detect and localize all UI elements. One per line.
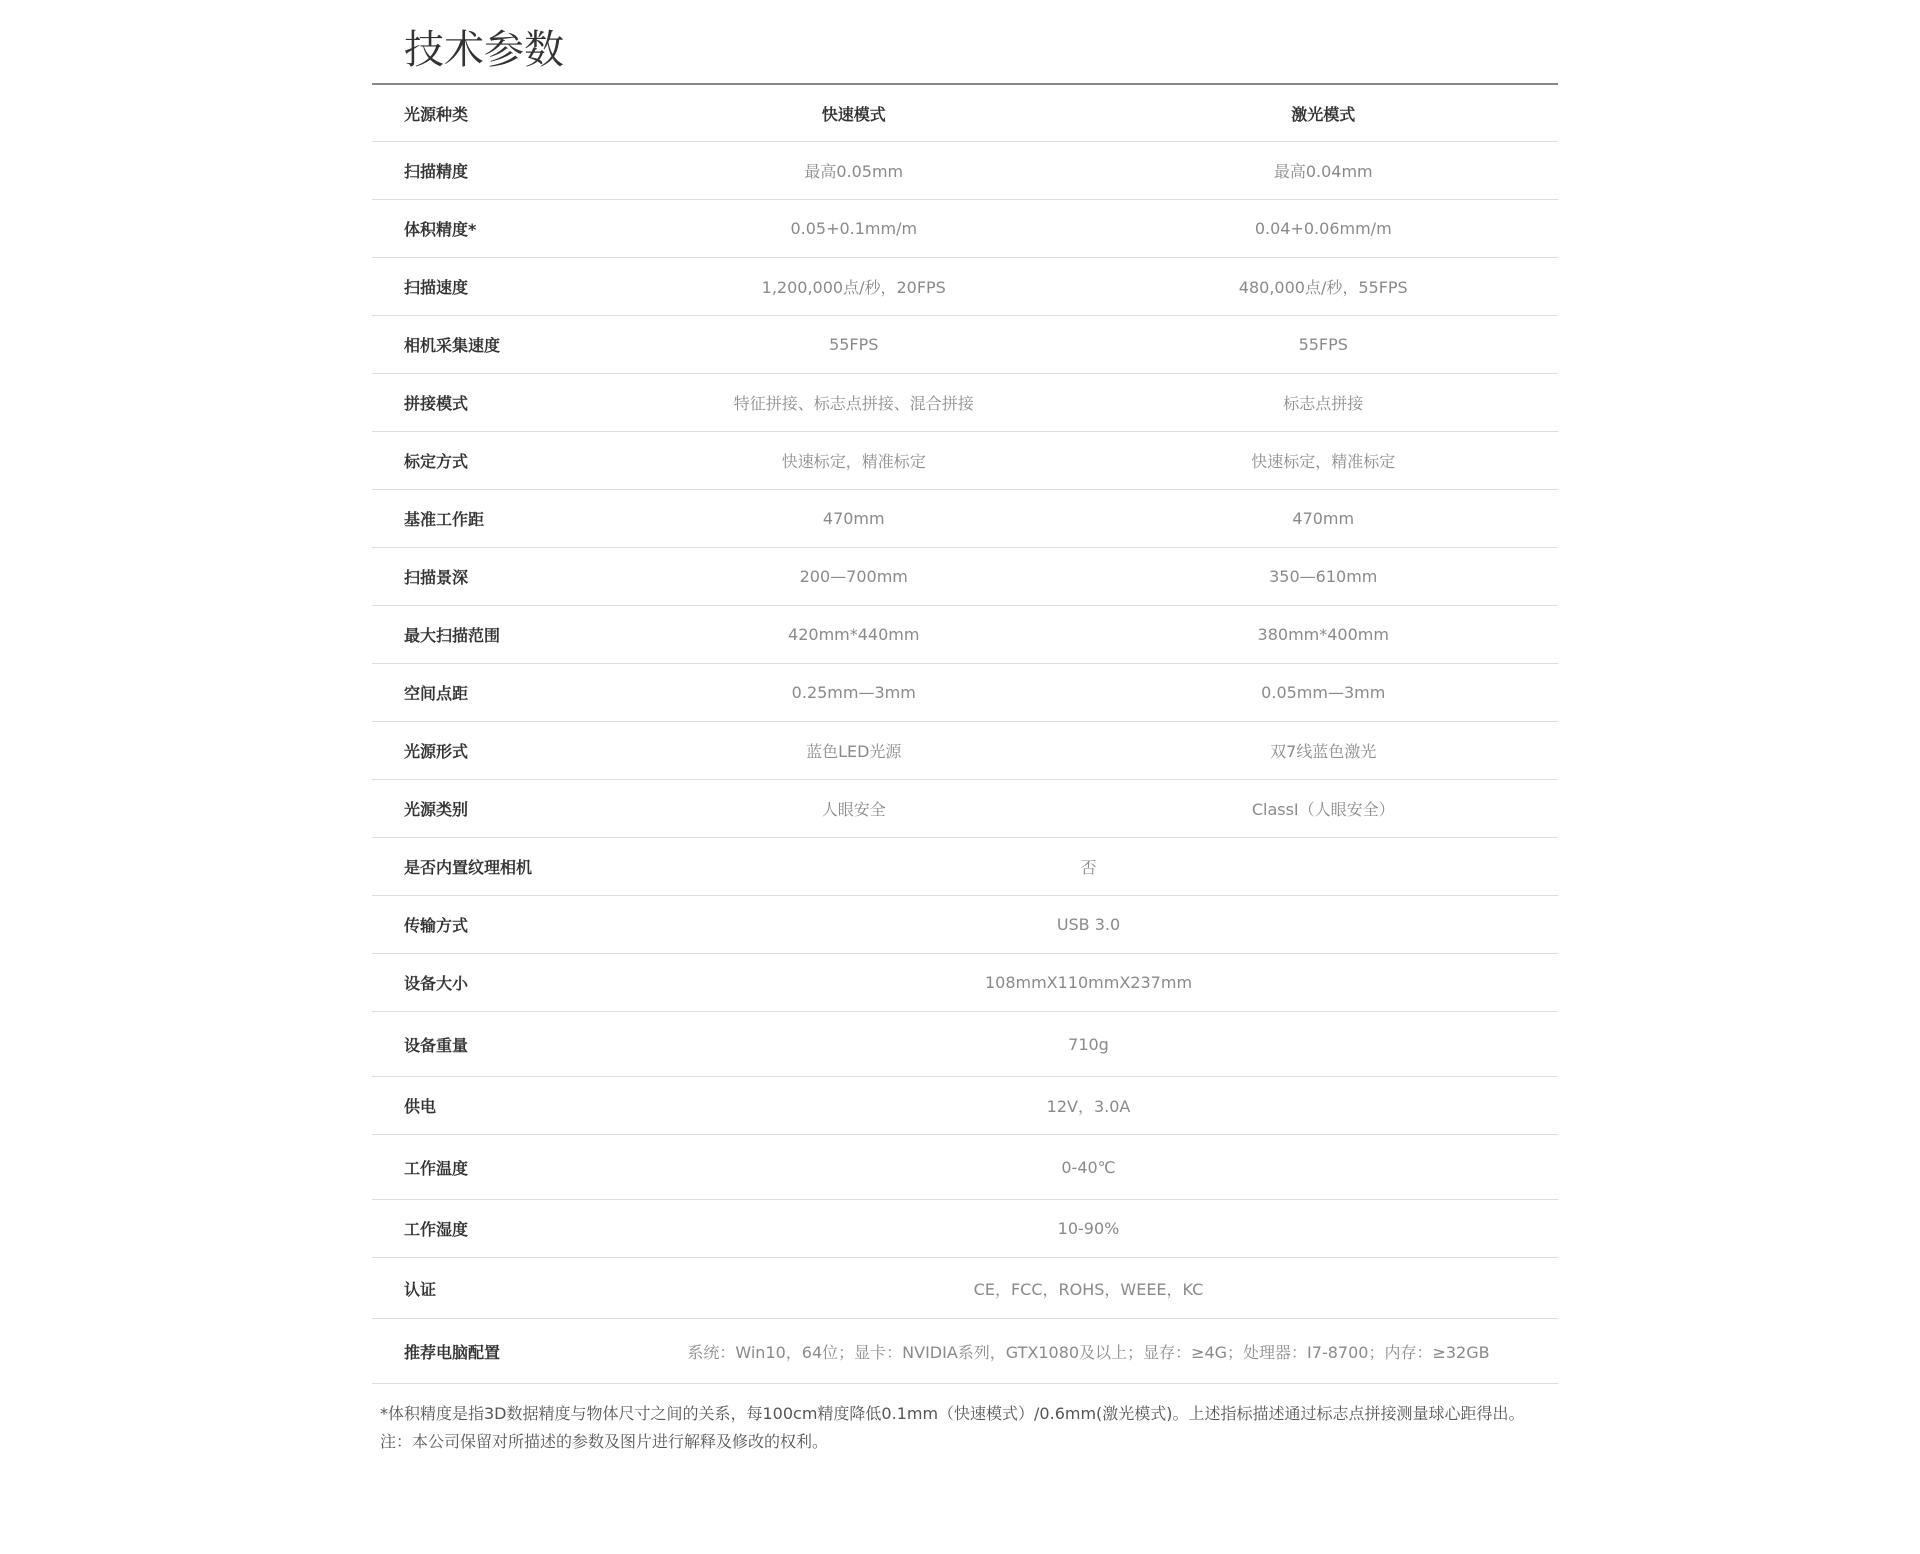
fast-mode-value: 470mm bbox=[619, 490, 1089, 548]
shared-value: 否 bbox=[619, 838, 1558, 896]
shared-value: 10-90% bbox=[619, 1200, 1558, 1258]
header-laser-mode: 激光模式 bbox=[1089, 85, 1559, 142]
table-row bbox=[372, 780, 1558, 838]
footnotes bbox=[372, 1384, 1558, 1456]
table-row bbox=[372, 954, 1558, 1012]
laser-mode-value: 470mm bbox=[1089, 490, 1559, 548]
laser-mode-value: 350—610mm bbox=[1089, 548, 1559, 606]
fast-mode-value: 200—700mm bbox=[619, 548, 1089, 606]
table-row bbox=[372, 1319, 1558, 1384]
shared-value: CE，FCC，ROHS，WEEE，KC bbox=[619, 1258, 1558, 1319]
table-row bbox=[372, 606, 1558, 664]
laser-mode-value: 最高0.04mm bbox=[1089, 142, 1559, 200]
spec-section bbox=[372, 0, 1558, 1456]
row-label: 供电 bbox=[372, 1077, 619, 1135]
laser-mode-value: 快速标定，精准标定 bbox=[1089, 432, 1559, 490]
fast-mode-value: 1,200,000点/秒，20FPS bbox=[619, 258, 1089, 316]
laser-mode-value: 0.05mm—3mm bbox=[1089, 664, 1559, 722]
footnote-disclaimer: 注：本公司保留对所描述的参数及图片进行解释及修改的权利。 bbox=[380, 1432, 829, 1451]
table-row bbox=[372, 1077, 1558, 1135]
shared-value: USB 3.0 bbox=[619, 896, 1558, 954]
laser-mode-value: 380mm*400mm bbox=[1089, 606, 1559, 664]
laser-mode-value: 标志点拼接 bbox=[1089, 374, 1559, 432]
table-row bbox=[372, 1200, 1558, 1258]
page-title: 技术参数 bbox=[372, 0, 1558, 85]
table-row bbox=[372, 258, 1558, 316]
laser-mode-value: ClassⅠ（人眼安全） bbox=[1089, 780, 1559, 838]
shared-value: 12V，3.0A bbox=[619, 1077, 1558, 1135]
table-row bbox=[372, 200, 1558, 258]
row-label: 标定方式 bbox=[372, 432, 619, 490]
row-label: 扫描精度 bbox=[372, 142, 619, 200]
row-label: 推荐电脑配置 bbox=[372, 1319, 619, 1384]
footnote-accuracy: *体积精度是指3D数据精度与物体尺寸之间的关系，每100cm精度降低0.1mm（快速模式）/0.6mm(激光模式)。上述指标描述通过标志点拼接测量球心距得出。 bbox=[380, 1404, 1525, 1423]
row-label: 拼接模式 bbox=[372, 374, 619, 432]
table-row bbox=[372, 490, 1558, 548]
row-label: 体积精度* bbox=[372, 200, 619, 258]
laser-mode-value: 55FPS bbox=[1089, 316, 1559, 374]
fast-mode-value: 特征拼接、标志点拼接、混合拼接 bbox=[619, 374, 1089, 432]
row-label: 是否内置纹理相机 bbox=[372, 838, 619, 896]
fast-mode-value: 55FPS bbox=[619, 316, 1089, 374]
fast-mode-value: 0.25mm—3mm bbox=[619, 664, 1089, 722]
row-label: 光源形式 bbox=[372, 722, 619, 780]
table-row bbox=[372, 664, 1558, 722]
laser-mode-value: 0.04+0.06mm/m bbox=[1089, 200, 1559, 258]
fast-mode-value: 0.05+0.1mm/m bbox=[619, 200, 1089, 258]
fast-mode-value: 420mm*440mm bbox=[619, 606, 1089, 664]
table-row bbox=[372, 1012, 1558, 1077]
row-label: 设备重量 bbox=[372, 1012, 619, 1077]
spec-table bbox=[372, 85, 1558, 1384]
fast-mode-value: 快速标定，精准标定 bbox=[619, 432, 1089, 490]
shared-value: 系统：Win10，64位；显卡：NVIDIA系列，GTX1080及以上；显存：≥4G；处理器：I7-8700；内存：≥32GB bbox=[619, 1319, 1558, 1384]
shared-value: 108mmX110mmX237mm bbox=[619, 954, 1558, 1012]
table-row bbox=[372, 432, 1558, 490]
table-row bbox=[372, 722, 1558, 780]
row-label: 扫描景深 bbox=[372, 548, 619, 606]
header-label: 光源种类 bbox=[372, 85, 619, 142]
table-row bbox=[372, 838, 1558, 896]
row-label: 传输方式 bbox=[372, 896, 619, 954]
row-label: 光源类别 bbox=[372, 780, 619, 838]
row-label: 相机采集速度 bbox=[372, 316, 619, 374]
row-label: 工作温度 bbox=[372, 1135, 619, 1200]
table-row bbox=[372, 374, 1558, 432]
fast-mode-value: 人眼安全 bbox=[619, 780, 1089, 838]
row-label: 认证 bbox=[372, 1258, 619, 1319]
header-fast-mode: 快速模式 bbox=[619, 85, 1089, 142]
row-label: 基准工作距 bbox=[372, 490, 619, 548]
shared-value: 0-40℃ bbox=[619, 1135, 1558, 1200]
table-row bbox=[372, 896, 1558, 954]
shared-value: 710g bbox=[619, 1012, 1558, 1077]
table-row bbox=[372, 548, 1558, 606]
table-row bbox=[372, 142, 1558, 200]
row-label: 设备大小 bbox=[372, 954, 619, 1012]
table-row bbox=[372, 1258, 1558, 1319]
row-label: 最大扫描范围 bbox=[372, 606, 619, 664]
table-row bbox=[372, 1135, 1558, 1200]
fast-mode-value: 最高0.05mm bbox=[619, 142, 1089, 200]
row-label: 空间点距 bbox=[372, 664, 619, 722]
table-header-row bbox=[372, 85, 1558, 142]
laser-mode-value: 480,000点/秒，55FPS bbox=[1089, 258, 1559, 316]
table-row bbox=[372, 316, 1558, 374]
row-label: 扫描速度 bbox=[372, 258, 619, 316]
fast-mode-value: 蓝色LED光源 bbox=[619, 722, 1089, 780]
row-label: 工作湿度 bbox=[372, 1200, 619, 1258]
laser-mode-value: 双7线蓝色激光 bbox=[1089, 722, 1559, 780]
